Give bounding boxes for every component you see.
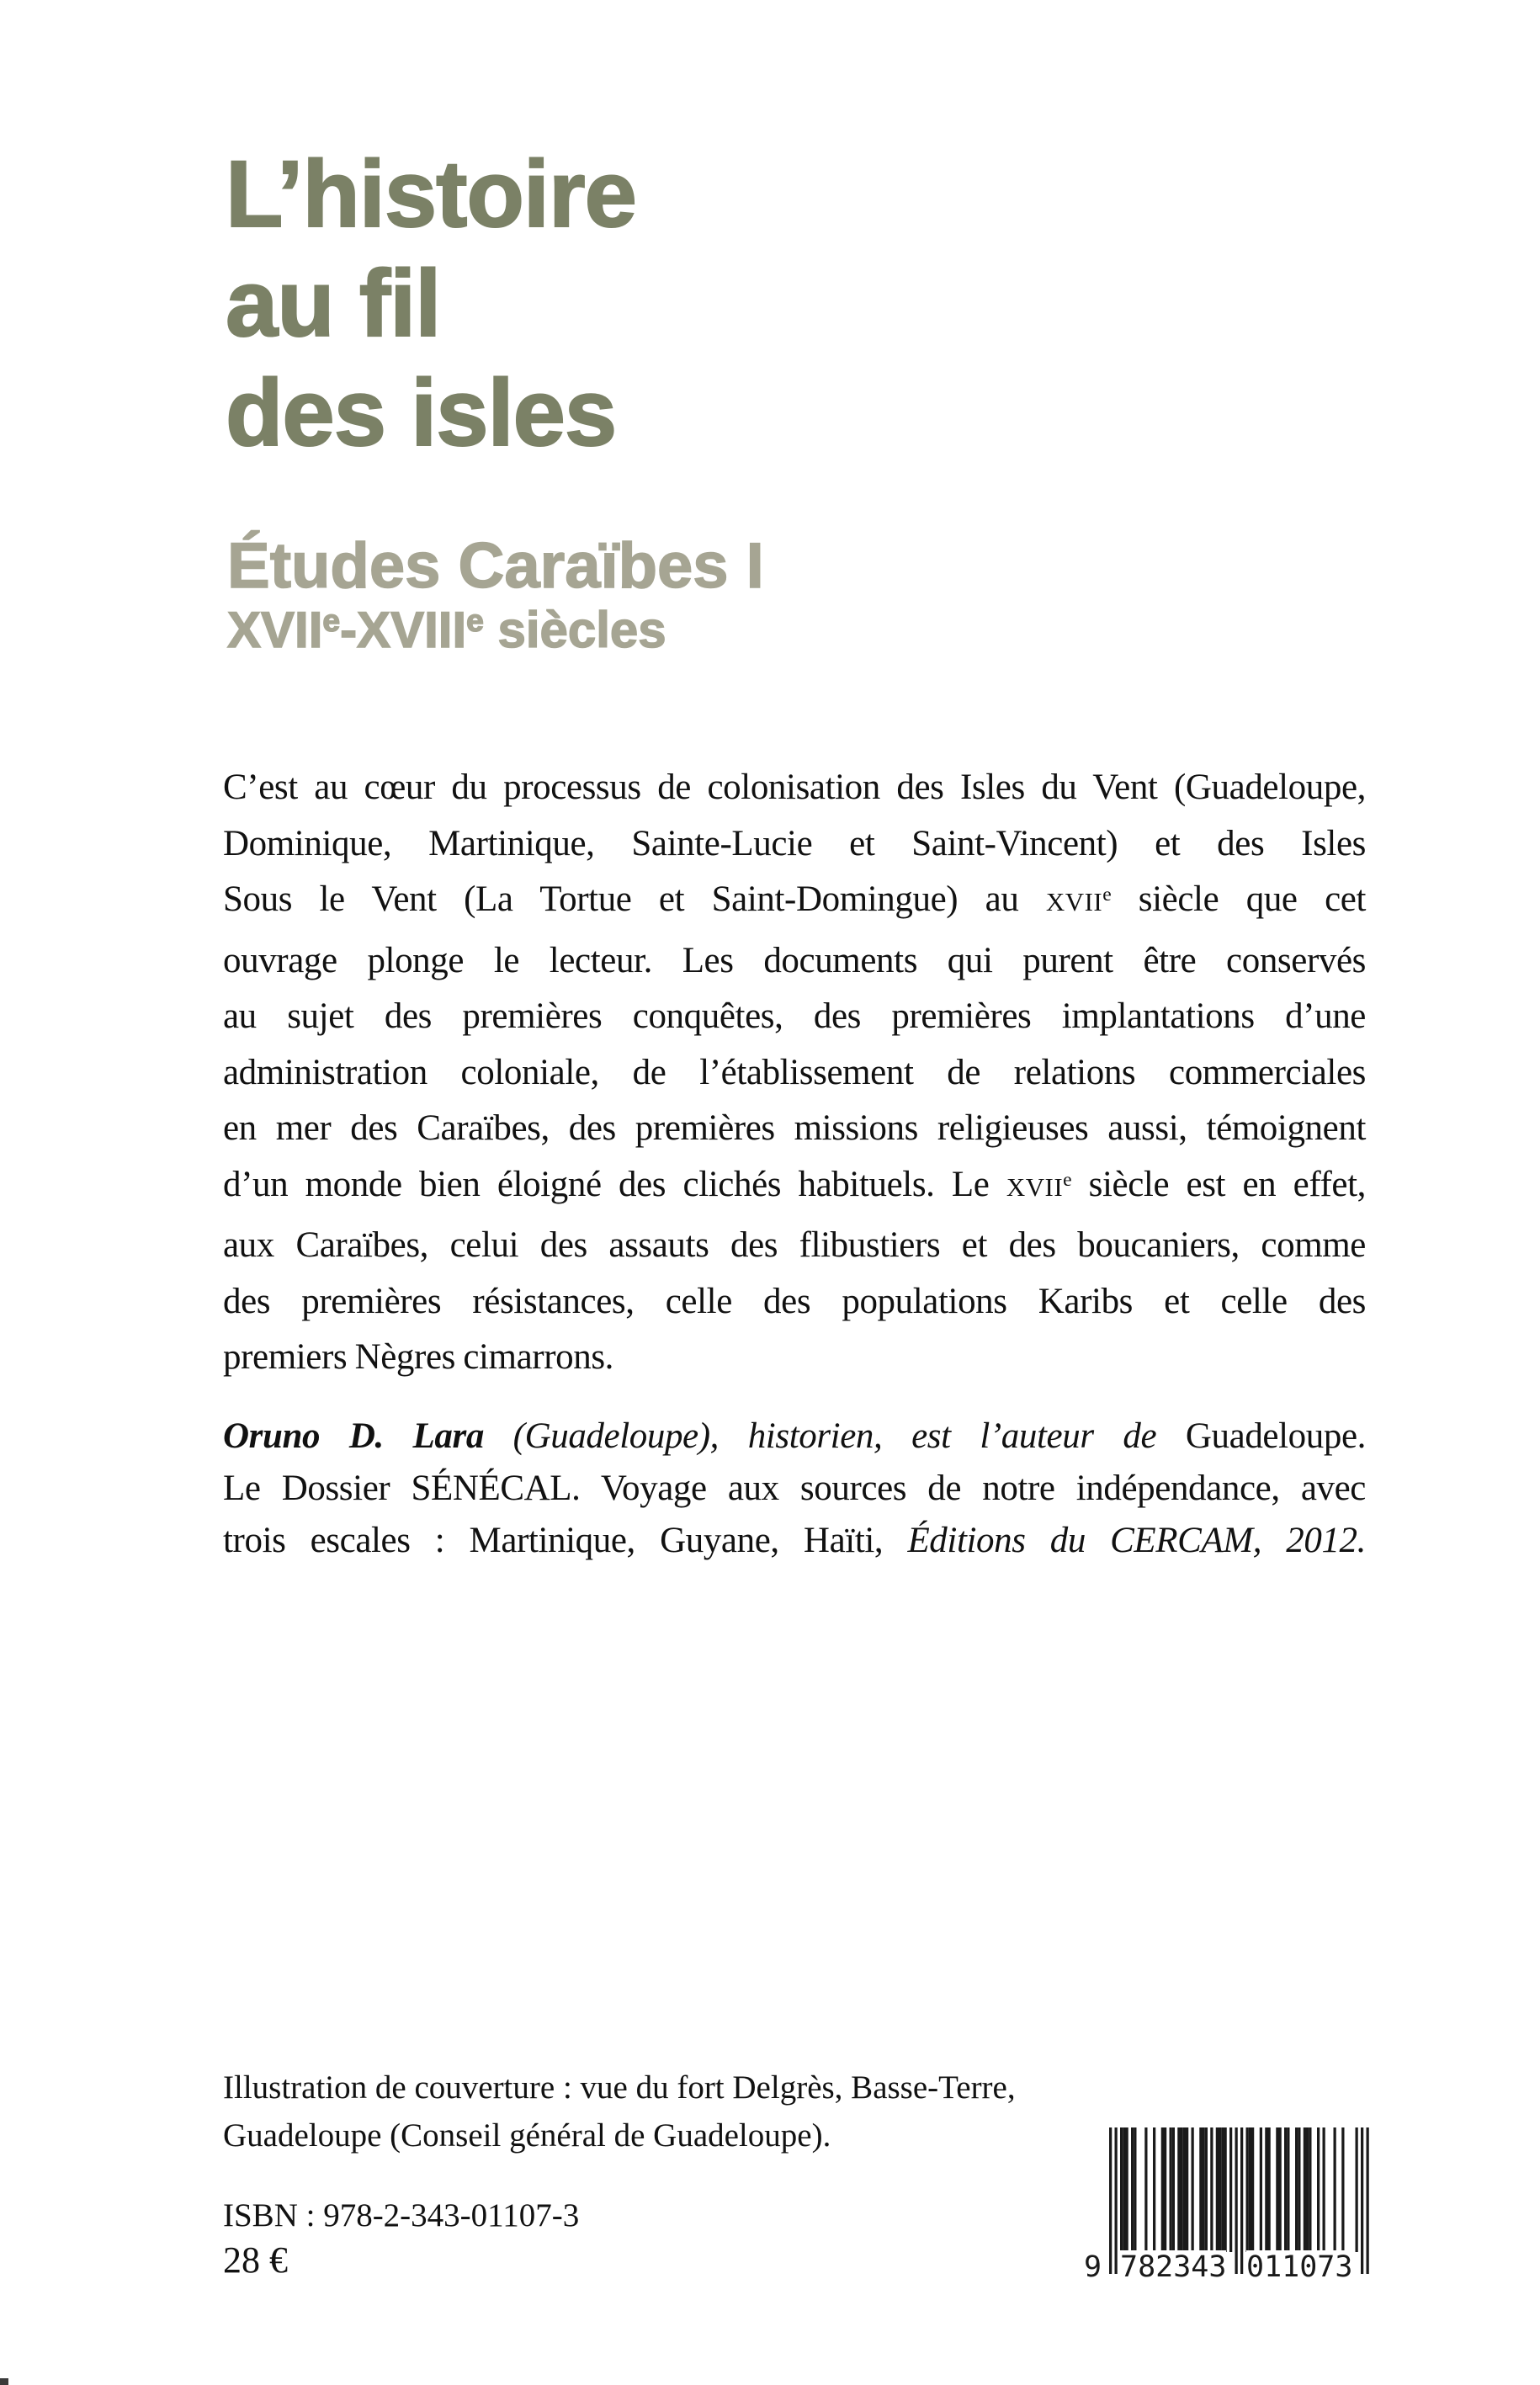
description-line: d’un monde bien éloigné des clichés habituels. Le XVIIe siècle est en effet, bbox=[223, 1164, 1366, 1204]
series-title: Études Caraïbes I bbox=[227, 530, 764, 602]
author-bio-line: Oruno D. Lara (Guadeloupe), historien, est l’auteur de Guadeloupe. bbox=[223, 1416, 1366, 1456]
barcode-digits-right-group: 011073 bbox=[1246, 2250, 1353, 2284]
description-line: administration coloniale, de l’établissement de relations commerciales bbox=[223, 1052, 1366, 1092]
description-paragraph bbox=[223, 760, 1366, 1386]
description-line: au sujet des premières conquêtes, des premières implantations d’une bbox=[223, 996, 1366, 1036]
description-line: C’est au cœur du processus de colonisation des Isles du Vent (Guadeloupe, bbox=[223, 768, 1366, 807]
author-bio-line: trois escales : Martinique, Guyane, Haïti, Éditions du CERCAM, 2012. bbox=[223, 1521, 1366, 1560]
author-bio bbox=[223, 1410, 1366, 1567]
description-line: Dominique, Martinique, Sainte-Lucie et Saint-Vincent) et des Isles bbox=[223, 823, 1366, 863]
cover-illustration-credit bbox=[223, 2064, 1016, 2159]
description-line: premiers Nègres cimarrons. bbox=[223, 1337, 614, 1377]
series-subtitle: XVIIe-XVIIIe siècles bbox=[227, 602, 666, 658]
description-line: Sous le Vent (La Tortue et Saint-Domingue) au XVIIe siècle que cet bbox=[223, 879, 1366, 919]
description-line: des premières résistances, celle des populations Karibs et celle des bbox=[223, 1281, 1366, 1321]
barcode-digit-lead: 9 bbox=[1084, 2250, 1102, 2284]
book-title-line: L’histoire bbox=[226, 141, 636, 247]
book-title bbox=[226, 140, 636, 468]
book-title-line: des isles bbox=[226, 360, 617, 465]
ean13-barcode bbox=[1086, 2127, 1376, 2284]
author-bio-line: Le Dossier SÉNÉCAL. Voyage aux sources de notre indépendance, avec bbox=[223, 1469, 1366, 1508]
barcode-digits-left-group: 782343 bbox=[1120, 2250, 1227, 2284]
price-label: 28 € bbox=[223, 2239, 288, 2281]
description-line: ouvrage plonge le lecteur. Les documents qui purent être conservés bbox=[223, 940, 1366, 980]
book-title-line: au fil bbox=[226, 251, 441, 356]
isbn-label: ISBN : 978-2-343-01107-3 bbox=[223, 2197, 580, 2234]
print-crop-mark bbox=[0, 2378, 8, 2385]
credit-line: Guadeloupe (Conseil général de Guadeloupe). bbox=[223, 2117, 831, 2154]
credit-line: Illustration de couverture : vue du fort Delgrès, Basse-Terre, bbox=[223, 2069, 1016, 2106]
description-line: aux Caraïbes, celui des assauts des flibustiers et des boucaniers, comme bbox=[223, 1225, 1366, 1265]
description-line: en mer des Caraïbes, des premières missions religieuses aussi, témoignent bbox=[223, 1108, 1366, 1148]
